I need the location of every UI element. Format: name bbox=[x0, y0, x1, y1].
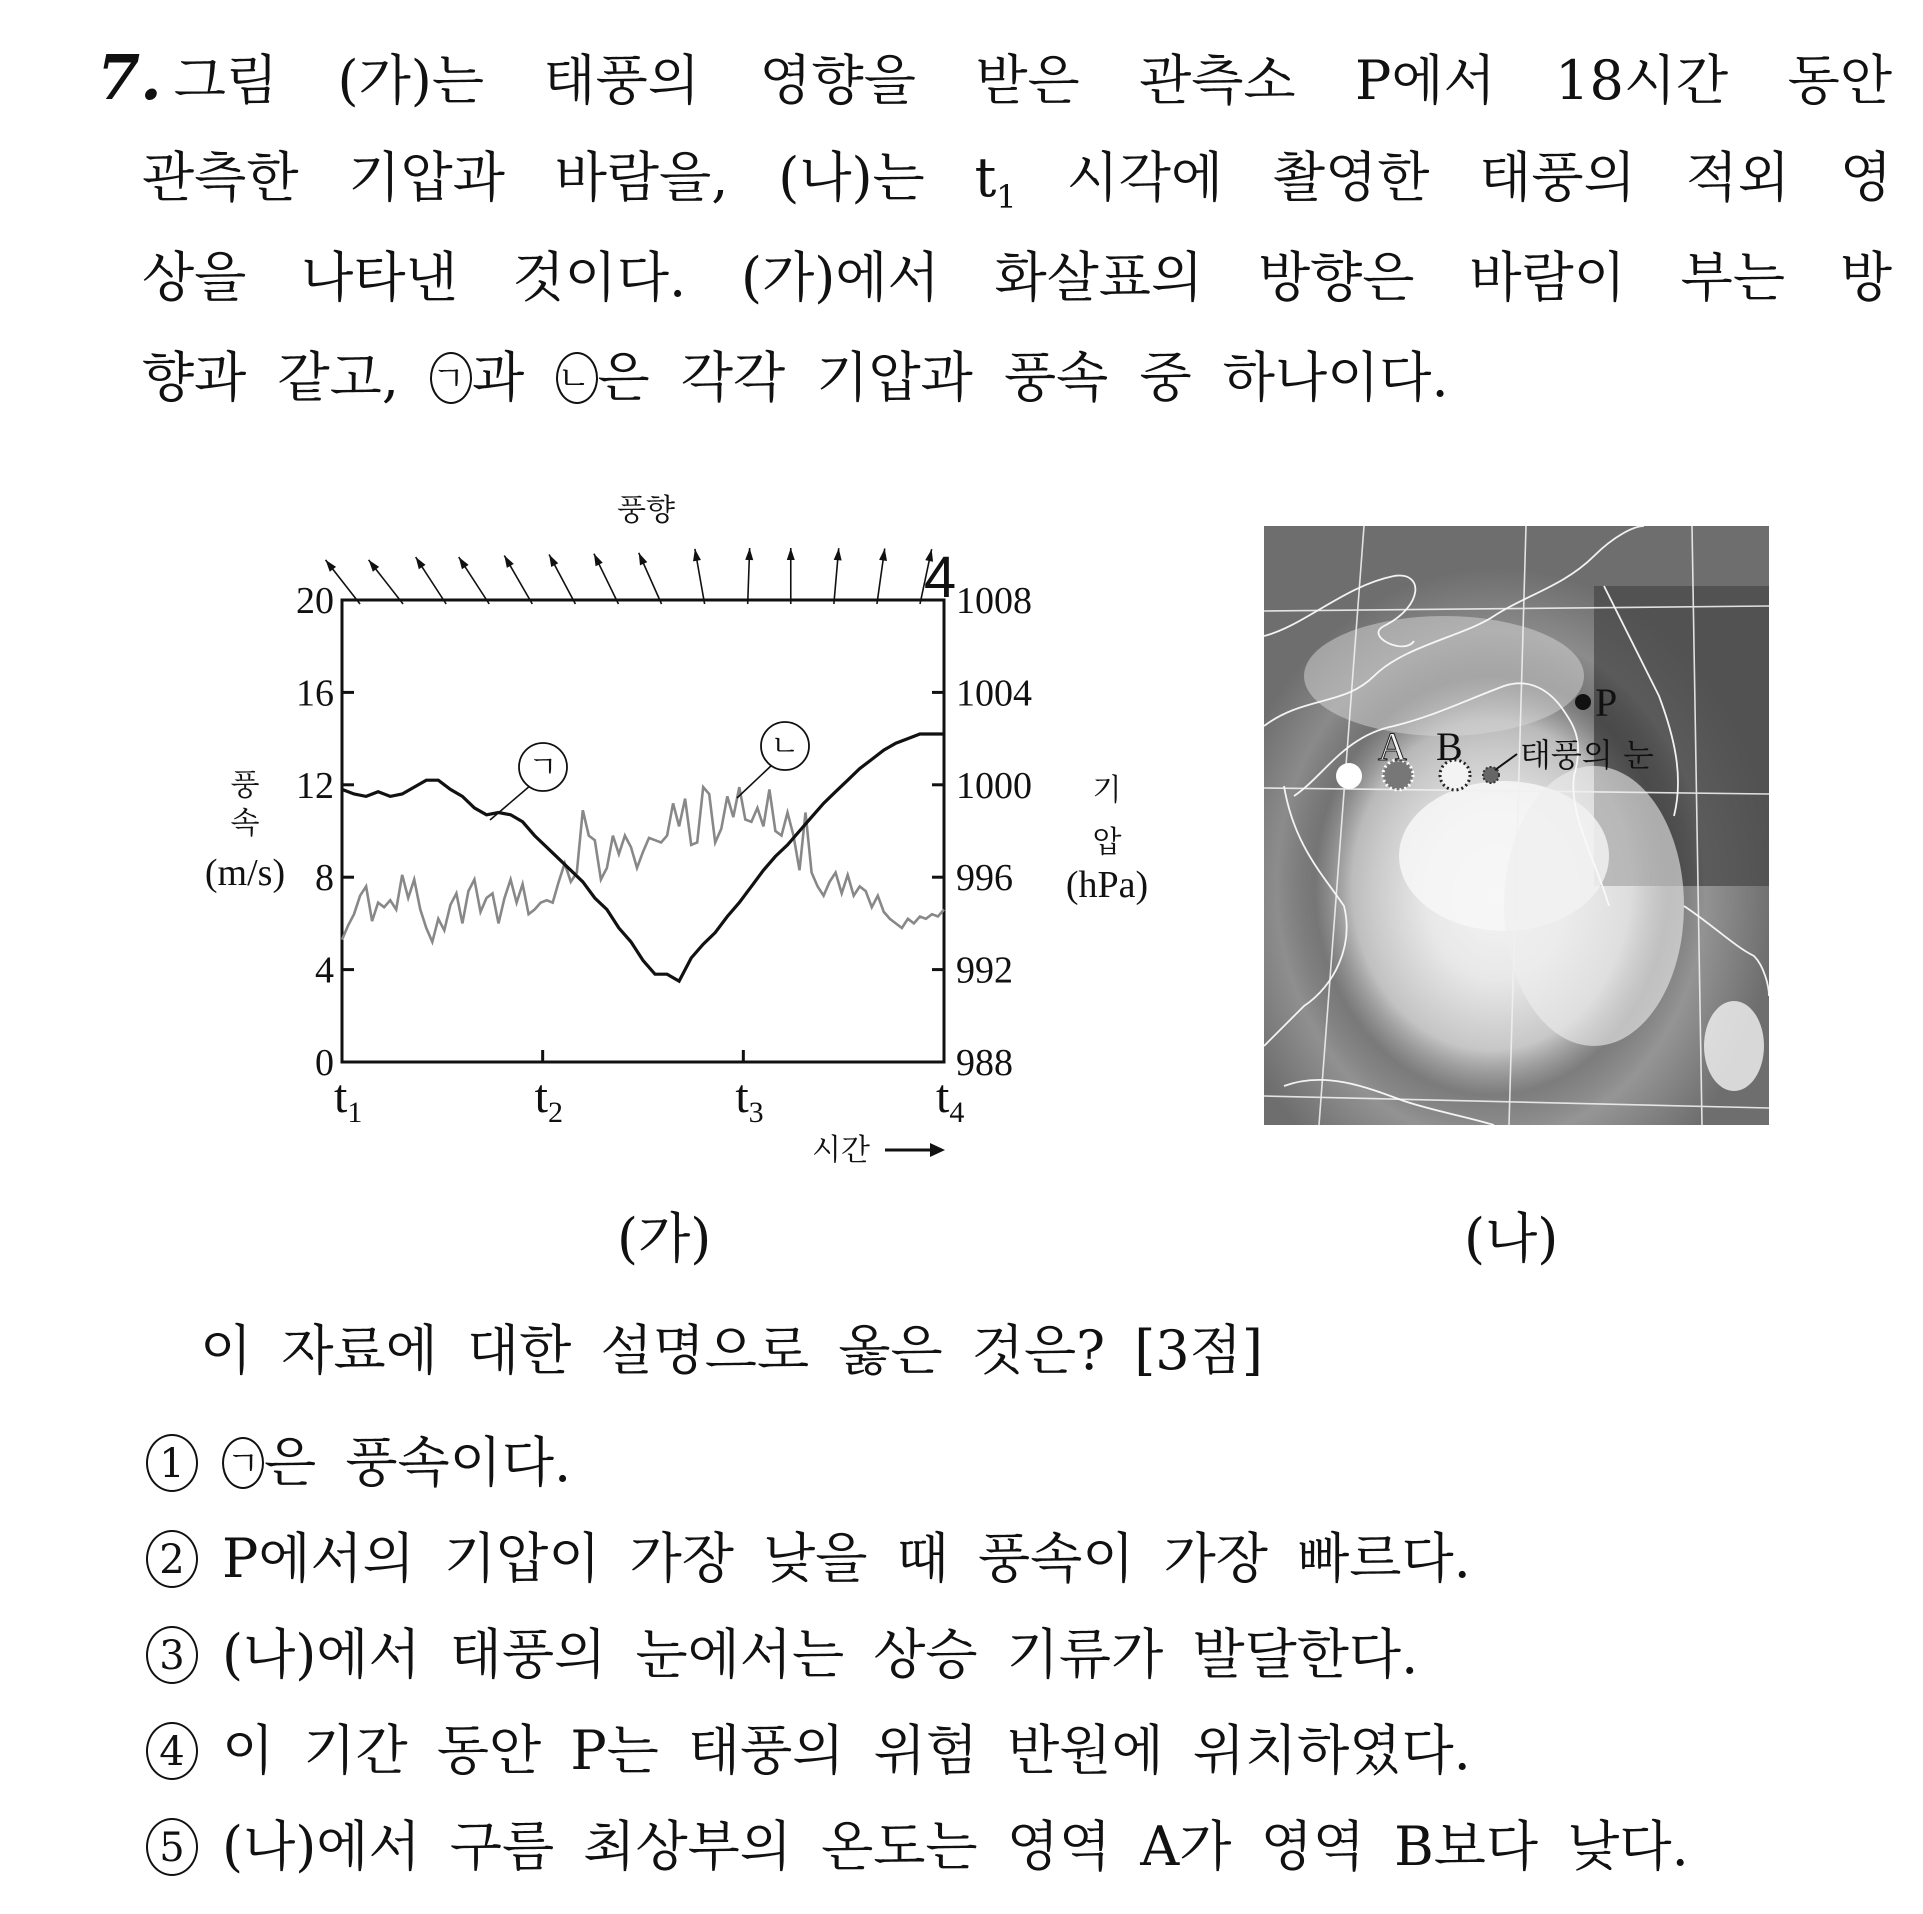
svg-text:1004: 1004 bbox=[956, 672, 1032, 715]
region-a-label: A bbox=[1378, 724, 1407, 769]
stray-mark: 4 bbox=[923, 545, 957, 610]
choice-3-text: (나)에서 태풍의 눈에서는 상승 기류가 발달한다. bbox=[222, 1623, 1419, 1686]
satellite-image bbox=[1264, 526, 1769, 1125]
axis-ticks bbox=[342, 692, 944, 1062]
svg-text:(hPa): (hPa) bbox=[1065, 864, 1149, 906]
wind-speed-line bbox=[342, 787, 944, 942]
svg-text:(m/s): (m/s) bbox=[204, 852, 286, 894]
x-axis-label: 시간 bbox=[812, 1133, 870, 1168]
stem-text-4b: 과 bbox=[472, 346, 556, 409]
caption-ga: (가) bbox=[617, 1207, 712, 1270]
svg-text:8: 8 bbox=[315, 857, 334, 900]
svg-text:4: 4 bbox=[315, 949, 334, 992]
svg-text:압: 압 bbox=[1092, 825, 1122, 860]
choice-5-text: (나)에서 구름 최상부의 온도는 영역 A가 영역 B보다 낮다. bbox=[222, 1815, 1689, 1878]
stem-text-4c: 은 각각 기압과 풍속 중 하나이다. bbox=[597, 346, 1449, 409]
svg-text:988: 988 bbox=[956, 1042, 1013, 1084]
question-prompt: 이 자료에 대한 설명으로 옳은 것은? [3점] bbox=[200, 1319, 1263, 1382]
svg-text:풍: 풍 bbox=[230, 768, 260, 803]
choice-1[interactable] bbox=[146, 1420, 571, 1497]
svg-text:t3: $t_3$ bbox=[735, 1070, 764, 1129]
svg-text:t1: $t_1$ bbox=[334, 1070, 363, 1129]
stem-text-4a: 향과 같고, bbox=[142, 346, 431, 409]
svg-text:1000: 1000 bbox=[956, 764, 1032, 807]
typhoon-eye-label: 태풍의 눈 bbox=[1520, 736, 1654, 774]
svg-text:996: 996 bbox=[956, 857, 1013, 900]
choice-4-number: 4 bbox=[146, 1722, 198, 1780]
stem-text-2a: 관측한 기압과 바람을, (나)는 t bbox=[142, 146, 997, 209]
svg-text:0: 0 bbox=[315, 1042, 334, 1084]
x-axis-tick-labels bbox=[334, 1070, 964, 1129]
choice-1-text: 은 풍속이다. bbox=[264, 1431, 572, 1494]
left-axis-tick-labels bbox=[296, 580, 334, 1084]
svg-text:속: 속 bbox=[230, 806, 260, 841]
t1-subscript: 1 bbox=[996, 177, 1017, 216]
circled-giyeok: ㄱ bbox=[430, 352, 472, 404]
choice-5[interactable] bbox=[146, 1804, 1689, 1881]
plot-frame bbox=[342, 600, 944, 1062]
wind-direction-label: 풍향 bbox=[617, 493, 675, 528]
svg-text:16: 16 bbox=[296, 672, 334, 715]
svg-text:ㄱ: ㄱ bbox=[528, 750, 558, 785]
choice-2-number: 2 bbox=[146, 1530, 198, 1588]
right-axis-tick-labels bbox=[956, 580, 1032, 1084]
svg-text:t2: $t_2$ bbox=[534, 1070, 564, 1129]
svg-text:ㄴ: ㄴ bbox=[770, 729, 800, 764]
choice-4-text: 이 기간 동안 P는 태풍의 위험 반원에 위치하였다. bbox=[222, 1719, 1471, 1782]
region-b-label: B bbox=[1436, 724, 1463, 769]
choice-3[interactable] bbox=[146, 1612, 1418, 1689]
choice-3-number: 3 bbox=[146, 1626, 198, 1684]
svg-text:t4: $t_4$ bbox=[936, 1070, 965, 1129]
circled-nieun: ㄴ bbox=[556, 352, 598, 404]
problem-number: 7. bbox=[97, 41, 162, 114]
stem-text-1: 그림 (가)는 태풍의 영향을 받은 관측소 P에서 18시간 동안 bbox=[173, 49, 1892, 112]
series-annotations bbox=[490, 722, 809, 820]
choice-2-text: P에서의 기압이 가장 낮을 때 풍속이 가장 빠르다. bbox=[222, 1527, 1471, 1590]
right-axis-label bbox=[1066, 773, 1148, 906]
station-p-label: P bbox=[1595, 680, 1618, 725]
svg-text:1008: 1008 bbox=[956, 580, 1032, 622]
wind-arrows bbox=[326, 548, 934, 604]
svg-text:기: 기 bbox=[1092, 773, 1122, 808]
stem-text-2b: 시각에 촬영한 태풍의 적외 영 bbox=[1016, 146, 1892, 209]
x-axis-arrow bbox=[885, 1143, 945, 1157]
choice-5-number: 5 bbox=[146, 1818, 198, 1876]
caption-na: (나) bbox=[1464, 1207, 1559, 1270]
station-p-marker bbox=[1575, 694, 1591, 710]
choice-2[interactable] bbox=[146, 1516, 1471, 1593]
choice-4[interactable] bbox=[146, 1708, 1471, 1785]
stem-text-3: 상을 나타낸 것이다. (가)에서 화살표의 방향은 바람이 부는 방 bbox=[142, 246, 1892, 309]
choice-1-number: 1 bbox=[146, 1434, 198, 1492]
circled-giyeok: ㄱ bbox=[222, 1437, 264, 1489]
svg-text:12: 12 bbox=[296, 764, 334, 807]
satellite-ir-image bbox=[1264, 526, 1769, 1125]
svg-text:992: 992 bbox=[956, 949, 1013, 992]
svg-text:20: 20 bbox=[296, 580, 334, 622]
left-axis-label bbox=[205, 768, 285, 894]
